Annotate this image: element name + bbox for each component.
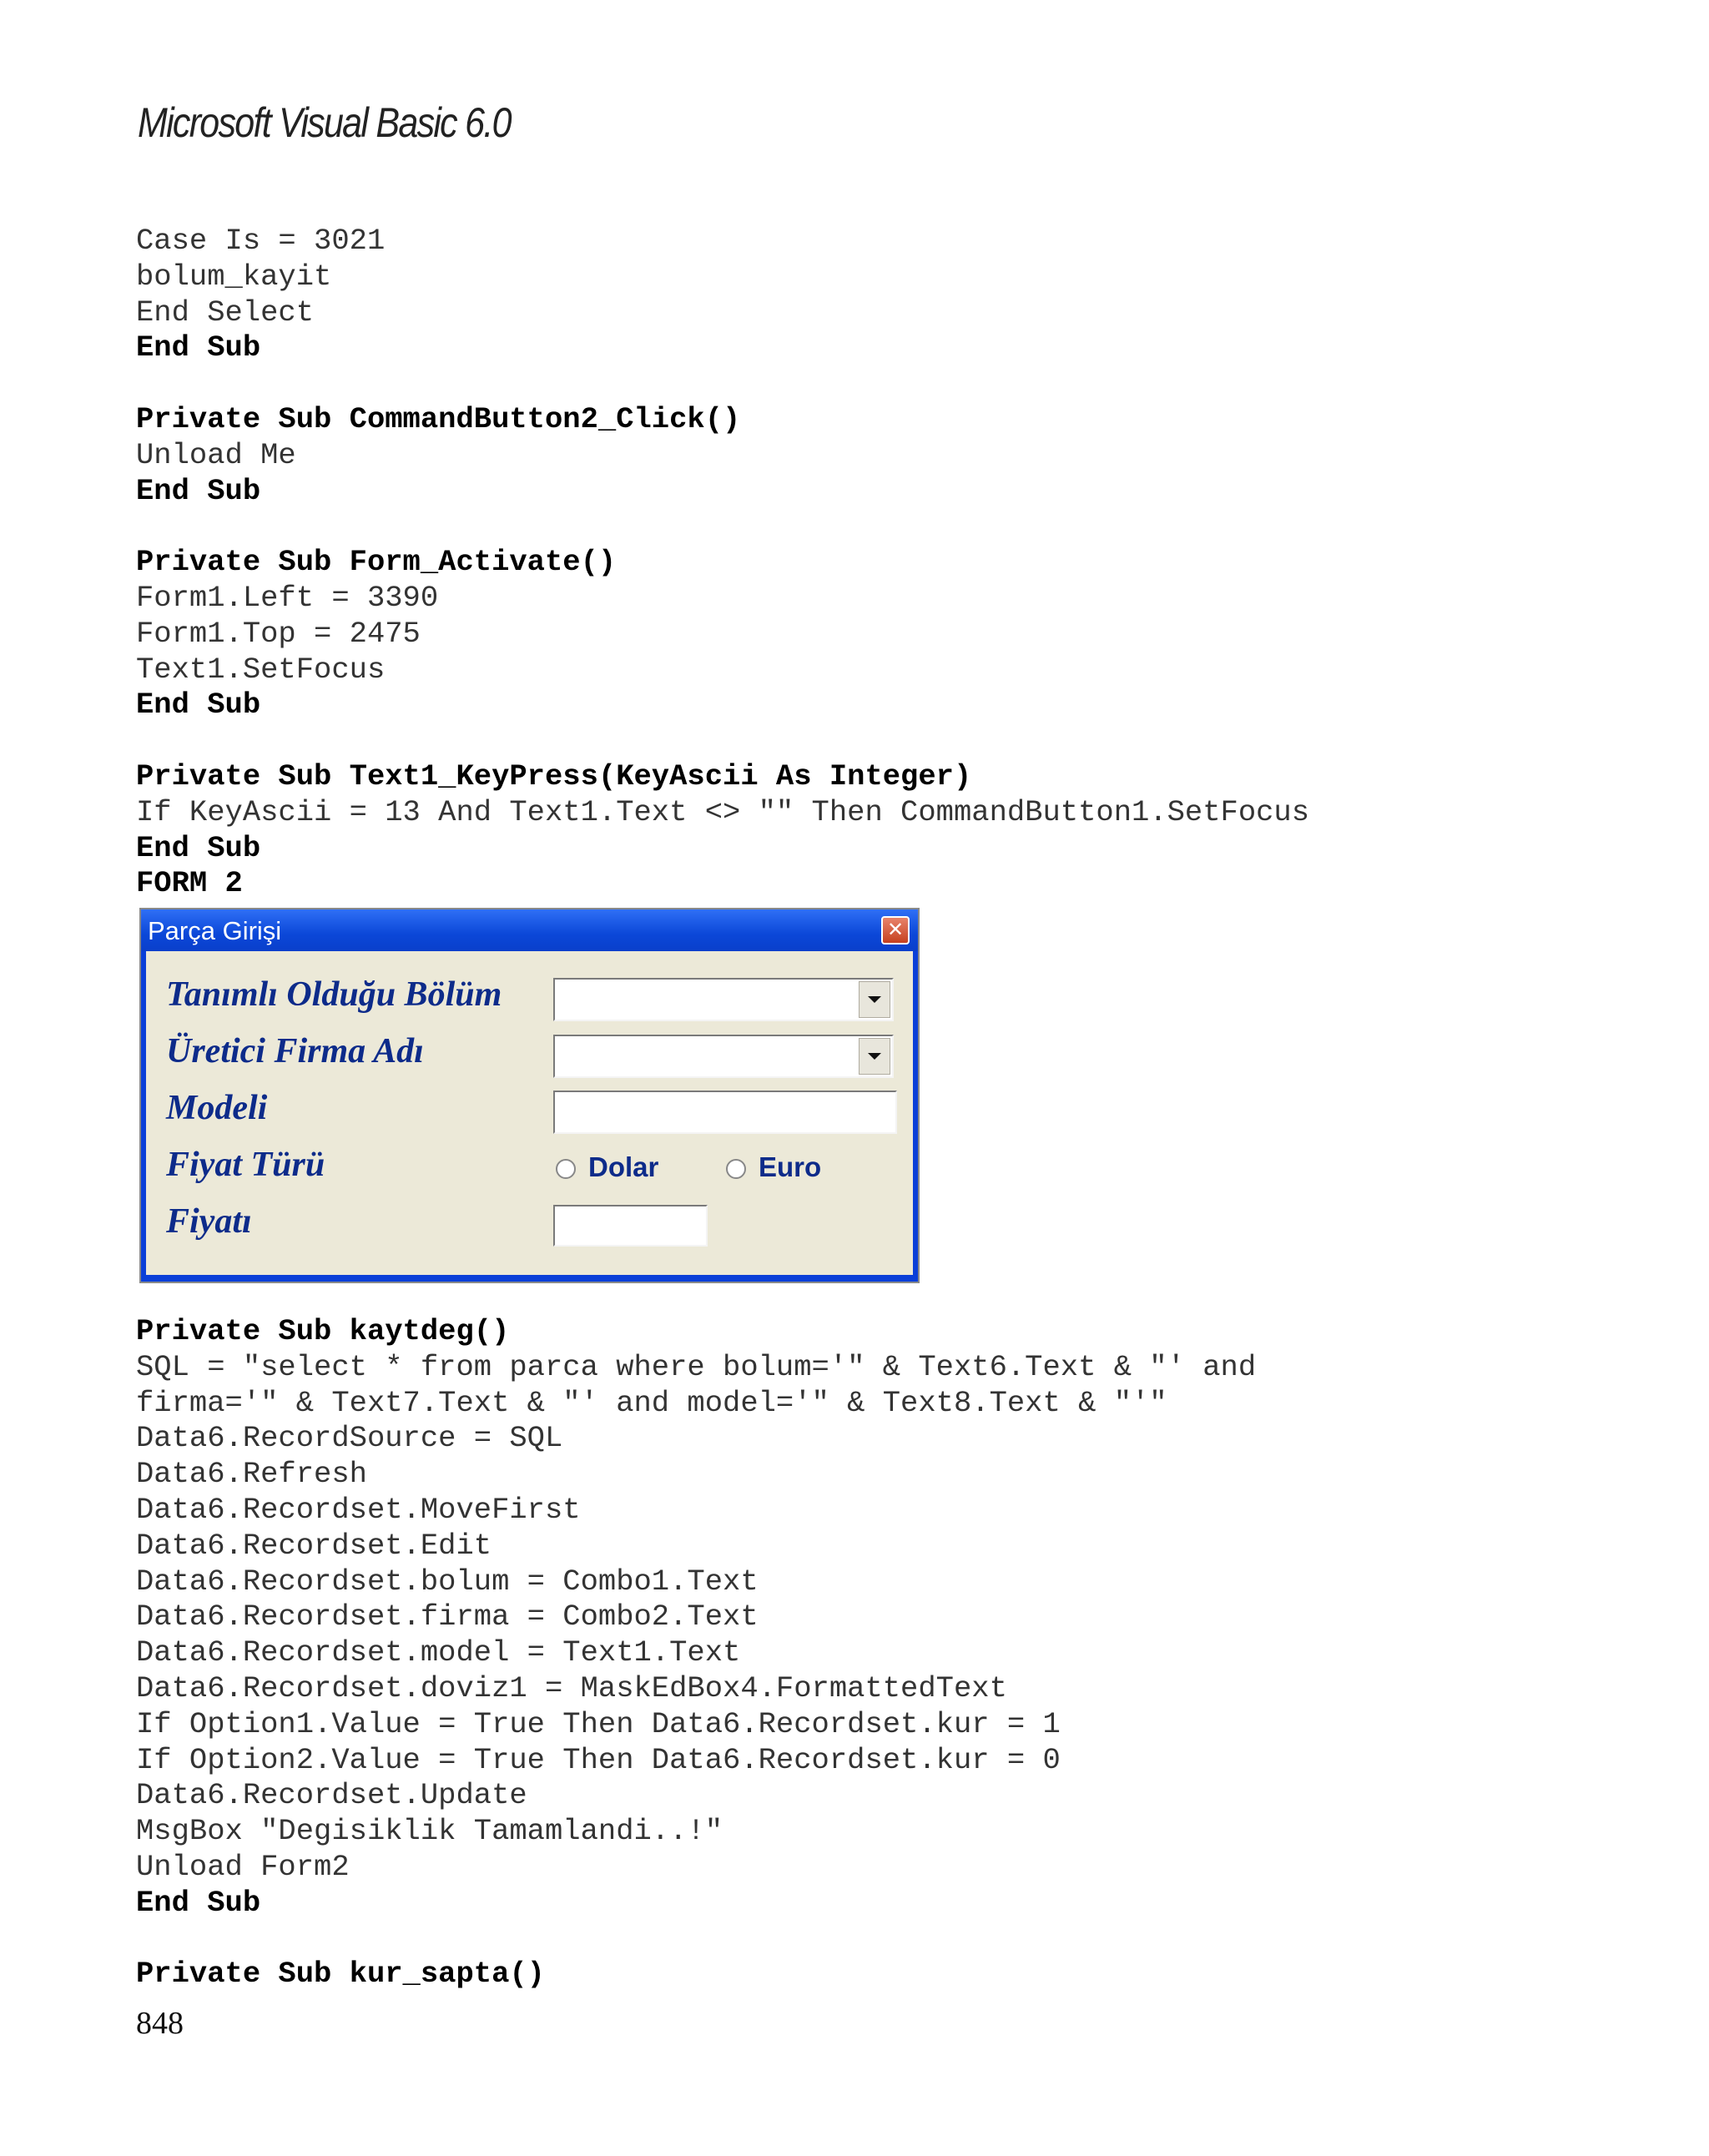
code-line: Private Sub CommandButton2_Click() — [136, 401, 741, 436]
code-line: If KeyAscii = 13 And Text1.Text <> "" Then CommandButton1.SetFocus — [136, 794, 1310, 829]
dialog-client-area — [146, 951, 913, 1275]
label-fiyat: Fiyatı — [166, 1202, 252, 1241]
firma-combo[interactable] — [553, 1035, 894, 1078]
dolar-radio-label: Dolar — [588, 1151, 659, 1182]
close-icon: ✕ — [886, 918, 905, 941]
label-fiyat-turu: Fiyat Türü — [166, 1146, 325, 1184]
dialog-titlebar[interactable] — [141, 909, 918, 951]
model-input[interactable] — [553, 1091, 897, 1134]
code-line — [136, 1922, 1256, 1957]
code-line: End Sub — [136, 330, 261, 365]
code-line: If Option1.Value = True Then Data6.Recordset.kur = 1 — [136, 1706, 1061, 1741]
page-number: 848 — [136, 2006, 184, 2041]
code-line — [136, 366, 1309, 402]
code-line: End Sub — [136, 1885, 261, 1920]
code-line: End Select — [136, 295, 315, 330]
code-line — [136, 723, 1309, 759]
label-bolum: Tanımlı Olduğu Bölüm — [166, 975, 502, 1014]
dialog-title: Parça Girişi — [148, 916, 282, 945]
code-line: Form1.Top = 2475 — [136, 616, 421, 651]
code-line: Case Is = 3021 — [136, 224, 386, 258]
code-line: Text1.SetFocus — [136, 652, 386, 687]
code-line: Form1.Left = 3390 — [136, 580, 439, 615]
code-line: Data6.Recordset.firma = Combo2.Text — [136, 1599, 759, 1635]
code-line: MsgBox "Degisiklik Tamamlandi..!" — [136, 1814, 723, 1849]
code-line: SQL = "select * from parca where bolum='" & Text6.Text & "' and — [136, 1349, 1257, 1384]
code-line: firma='" & Text7.Text & "' and model='" & Text8.Text & "'" — [136, 1385, 1167, 1420]
label-model: Modeli — [166, 1089, 268, 1127]
code-line: Data6.Recordset.Update — [136, 1778, 527, 1813]
bolum-dropdown-button[interactable] — [859, 981, 890, 1018]
code-block-bottom — [136, 1314, 1256, 1992]
parca-girisi-dialog — [139, 908, 920, 1283]
code-line: Private Sub Form_Activate() — [136, 545, 617, 580]
code-line: bolum_kayit — [136, 259, 332, 294]
code-line: Data6.Recordset.MoveFirst — [136, 1492, 581, 1527]
code-line: Private Sub kaytdeg() — [136, 1314, 510, 1348]
code-line: Private Sub Text1_KeyPress(KeyAscii As Integer) — [136, 758, 972, 793]
code-line: End Sub — [136, 830, 261, 865]
dolar-radio[interactable] — [556, 1159, 576, 1179]
code-line: FORM 2 — [136, 866, 243, 901]
firma-dropdown-button[interactable] — [859, 1038, 890, 1075]
label-firma: Üretici Firma Adı — [166, 1032, 424, 1070]
bolum-combo[interactable] — [553, 978, 894, 1021]
fiyat-input[interactable] — [553, 1205, 708, 1247]
code-line: End Sub — [136, 688, 261, 723]
euro-radio-label: Euro — [759, 1151, 822, 1182]
code-line: Data6.RecordSource = SQL — [136, 1421, 563, 1456]
code-line: Unload Form2 — [136, 1849, 350, 1884]
code-line: If Option2.Value = True Then Data6.Recordset.kur = 0 — [136, 1742, 1061, 1777]
code-line: Data6.Recordset.model = Text1.Text — [136, 1635, 741, 1670]
code-line: Data6.Recordset.doviz1 = MaskEdBox4.FormattedText — [136, 1670, 1007, 1705]
code-line: Data6.Recordset.Edit — [136, 1528, 492, 1563]
code-line: Data6.Recordset.bolum = Combo1.Text — [136, 1564, 759, 1599]
code-line: End Sub — [136, 473, 261, 508]
page-header-title: Microsoft Visual Basic 6.0 — [138, 99, 511, 146]
code-line: Data6.Refresh — [136, 1457, 367, 1492]
code-line: Unload Me — [136, 437, 296, 472]
chevron-down-icon — [868, 1053, 881, 1060]
euro-radio[interactable] — [726, 1159, 746, 1179]
code-block-top — [136, 224, 1309, 902]
close-button[interactable] — [881, 916, 910, 945]
chevron-down-icon — [868, 996, 881, 1003]
code-line — [136, 509, 1309, 545]
code-line: Private Sub kur_sapta() — [136, 1957, 545, 1992]
